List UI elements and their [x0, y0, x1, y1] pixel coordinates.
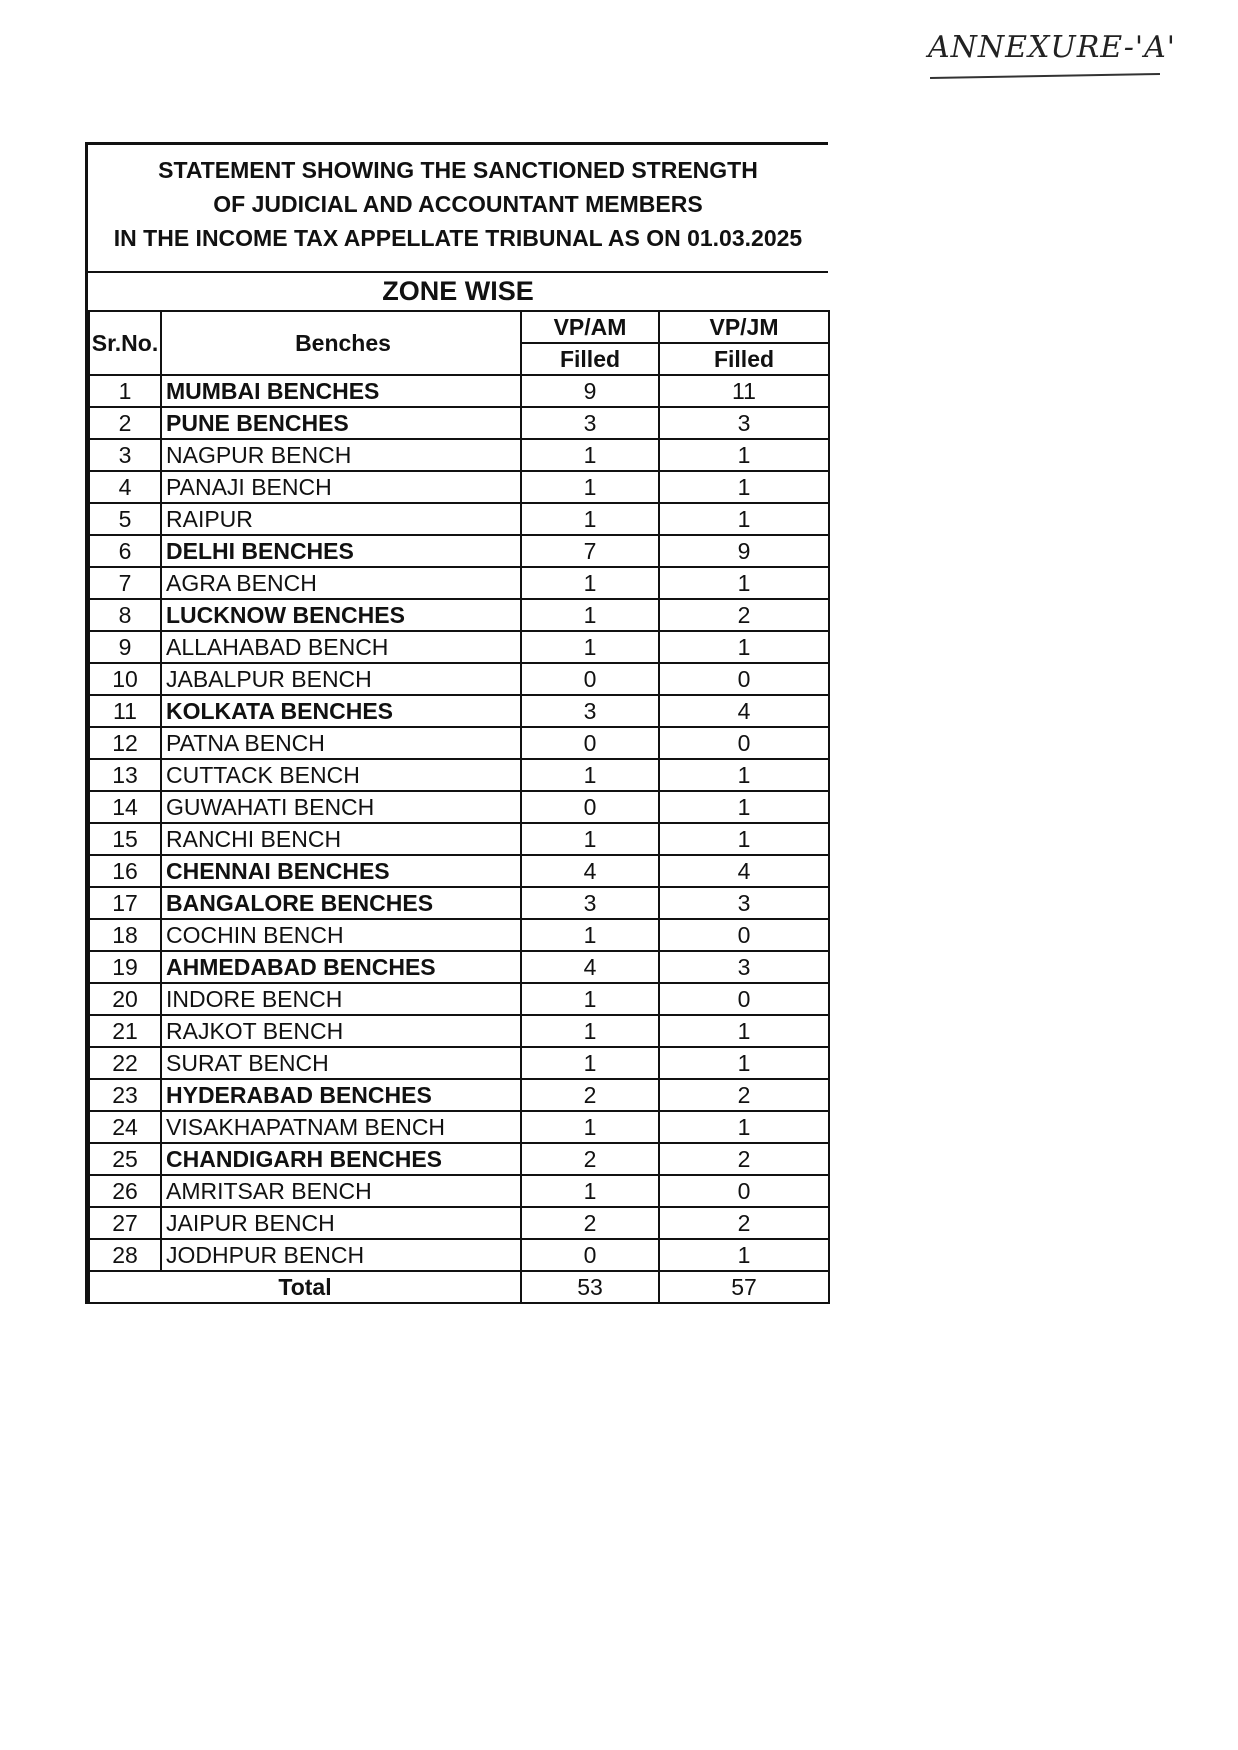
row-vp-jm-filled: 1: [659, 1047, 829, 1079]
row-vp-jm-filled: 0: [659, 919, 829, 951]
row-sr: 5: [89, 503, 161, 535]
row-vp-am-filled: 1: [521, 823, 659, 855]
title-line-2: OF JUDICIAL AND ACCOUNTANT MEMBERS: [213, 191, 703, 217]
row-vp-jm-filled: 1: [659, 1015, 829, 1047]
row-vp-am-filled: 0: [521, 663, 659, 695]
header-row: [89, 311, 829, 343]
row-sr: 23: [89, 1079, 161, 1111]
row-sr: 11: [89, 695, 161, 727]
table-row: [89, 983, 829, 1015]
row-bench-name: PUNE BENCHES: [161, 407, 521, 439]
table-row: [89, 951, 829, 983]
annexure-underline: [930, 73, 1160, 79]
row-vp-jm-filled: 2: [659, 1079, 829, 1111]
row-sr: 3: [89, 439, 161, 471]
table-row: [89, 695, 829, 727]
table-row: [89, 439, 829, 471]
row-sr: 9: [89, 631, 161, 663]
total-vp-jm: 57: [659, 1271, 829, 1303]
row-bench-name: RAJKOT BENCH: [161, 1015, 521, 1047]
row-sr: 22: [89, 1047, 161, 1079]
row-vp-jm-filled: 2: [659, 1207, 829, 1239]
table-row: [89, 919, 829, 951]
row-vp-jm-filled: 1: [659, 567, 829, 599]
row-bench-name: NAGPUR BENCH: [161, 439, 521, 471]
row-bench-name: RAIPUR: [161, 503, 521, 535]
annexure-label: ANNEXURE-'A': [928, 30, 1177, 65]
row-vp-am-filled: 1: [521, 759, 659, 791]
header-am-filled: Filled: [521, 343, 659, 375]
row-sr: 17: [89, 887, 161, 919]
table-row: [89, 535, 829, 567]
row-vp-am-filled: 1: [521, 1111, 659, 1143]
row-bench-name: BANGALORE BENCHES: [161, 887, 521, 919]
header-vp-am: VP/AM: [521, 311, 659, 343]
row-vp-jm-filled: 0: [659, 1175, 829, 1207]
row-vp-jm-filled: 4: [659, 695, 829, 727]
header-jm-filled: Filled: [659, 343, 829, 375]
row-bench-name: KOLKATA BENCHES: [161, 695, 521, 727]
title-line-3: IN THE INCOME TAX APPELLATE TRIBUNAL AS ON 01.03.2025: [113, 225, 803, 251]
table-row: [89, 1079, 829, 1111]
row-vp-am-filled: 1: [521, 1015, 659, 1047]
row-bench-name: VISAKHAPATNAM BENCH: [161, 1111, 521, 1143]
row-sr: 2: [89, 407, 161, 439]
row-sr: 13: [89, 759, 161, 791]
row-bench-name: AGRA BENCH: [161, 567, 521, 599]
table-row: [89, 1047, 829, 1079]
row-vp-am-filled: 3: [521, 695, 659, 727]
table-row: [89, 567, 829, 599]
row-vp-am-filled: 1: [521, 631, 659, 663]
row-sr: 15: [89, 823, 161, 855]
table-row: [89, 471, 829, 503]
row-sr: 10: [89, 663, 161, 695]
row-vp-jm-filled: 1: [659, 503, 829, 535]
row-sr: 28: [89, 1239, 161, 1271]
row-sr: 24: [89, 1111, 161, 1143]
row-sr: 25: [89, 1143, 161, 1175]
table-row: [89, 1143, 829, 1175]
zone-heading: ZONE WISE: [382, 276, 534, 306]
row-vp-am-filled: 2: [521, 1143, 659, 1175]
row-vp-am-filled: 1: [521, 599, 659, 631]
row-vp-jm-filled: 9: [659, 535, 829, 567]
row-vp-jm-filled: 1: [659, 823, 829, 855]
row-vp-am-filled: 9: [521, 375, 659, 407]
row-sr: 19: [89, 951, 161, 983]
header-sr: Sr.No.: [89, 311, 161, 375]
table-row: [89, 1207, 829, 1239]
row-vp-jm-filled: 2: [659, 599, 829, 631]
row-vp-am-filled: 0: [521, 727, 659, 759]
row-vp-jm-filled: 3: [659, 887, 829, 919]
row-bench-name: SURAT BENCH: [161, 1047, 521, 1079]
row-vp-jm-filled: 1: [659, 1111, 829, 1143]
table-row: [89, 1111, 829, 1143]
total-row: [89, 1271, 829, 1303]
table-row: [89, 503, 829, 535]
row-bench-name: RANCHI BENCH: [161, 823, 521, 855]
table-row: [89, 823, 829, 855]
row-sr: 16: [89, 855, 161, 887]
row-sr: 7: [89, 567, 161, 599]
row-vp-am-filled: 1: [521, 919, 659, 951]
row-vp-am-filled: 0: [521, 1239, 659, 1271]
row-vp-am-filled: 7: [521, 535, 659, 567]
row-bench-name: HYDERABAD BENCHES: [161, 1079, 521, 1111]
row-sr: 4: [89, 471, 161, 503]
row-vp-jm-filled: 3: [659, 407, 829, 439]
row-bench-name: JABALPUR BENCH: [161, 663, 521, 695]
table-row: [89, 663, 829, 695]
row-vp-am-filled: 2: [521, 1207, 659, 1239]
row-vp-am-filled: 1: [521, 983, 659, 1015]
row-bench-name: CHENNAI BENCHES: [161, 855, 521, 887]
row-bench-name: ALLAHABAD BENCH: [161, 631, 521, 663]
row-bench-name: JAIPUR BENCH: [161, 1207, 521, 1239]
row-vp-jm-filled: 1: [659, 1239, 829, 1271]
row-bench-name: MUMBAI BENCHES: [161, 375, 521, 407]
row-bench-name: DELHI BENCHES: [161, 535, 521, 567]
row-bench-name: INDORE BENCH: [161, 983, 521, 1015]
table-row: [89, 599, 829, 631]
table-row: [89, 407, 829, 439]
table-row: [89, 1015, 829, 1047]
row-vp-am-filled: 1: [521, 439, 659, 471]
row-bench-name: PATNA BENCH: [161, 727, 521, 759]
table-row: [89, 631, 829, 663]
row-vp-jm-filled: 0: [659, 983, 829, 1015]
row-vp-jm-filled: 1: [659, 439, 829, 471]
row-vp-am-filled: 4: [521, 951, 659, 983]
row-vp-am-filled: 2: [521, 1079, 659, 1111]
total-vp-am: 53: [521, 1271, 659, 1303]
table-row: [89, 727, 829, 759]
row-vp-am-filled: 4: [521, 855, 659, 887]
row-sr: 6: [89, 535, 161, 567]
table-row: [89, 1239, 829, 1271]
table-row: [89, 791, 829, 823]
table-row: [89, 855, 829, 887]
row-bench-name: COCHIN BENCH: [161, 919, 521, 951]
row-vp-am-filled: 1: [521, 1047, 659, 1079]
header-vp-jm: VP/JM: [659, 311, 829, 343]
row-bench-name: GUWAHATI BENCH: [161, 791, 521, 823]
row-sr: 18: [89, 919, 161, 951]
row-bench-name: CUTTACK BENCH: [161, 759, 521, 791]
row-bench-name: LUCKNOW BENCHES: [161, 599, 521, 631]
row-sr: 26: [89, 1175, 161, 1207]
row-bench-name: CHANDIGARH BENCHES: [161, 1143, 521, 1175]
row-vp-jm-filled: 1: [659, 791, 829, 823]
row-vp-jm-filled: 0: [659, 663, 829, 695]
row-vp-am-filled: 1: [521, 471, 659, 503]
row-sr: 14: [89, 791, 161, 823]
row-vp-jm-filled: 1: [659, 759, 829, 791]
row-vp-am-filled: 1: [521, 503, 659, 535]
bench-strength-table: [88, 310, 830, 1304]
statement-sheet: [85, 142, 828, 1304]
title-line-1: STATEMENT SHOWING THE SANCTIONED STRENGTH: [158, 157, 758, 183]
row-vp-am-filled: 1: [521, 1175, 659, 1207]
table-row: [89, 759, 829, 791]
row-bench-name: AHMEDABAD BENCHES: [161, 951, 521, 983]
header-benches: Benches: [161, 311, 521, 375]
row-vp-jm-filled: 0: [659, 727, 829, 759]
row-vp-am-filled: 1: [521, 567, 659, 599]
row-sr: 27: [89, 1207, 161, 1239]
row-vp-jm-filled: 11: [659, 375, 829, 407]
row-sr: 8: [89, 599, 161, 631]
row-sr: 1: [89, 375, 161, 407]
row-vp-jm-filled: 1: [659, 471, 829, 503]
row-bench-name: AMRITSAR BENCH: [161, 1175, 521, 1207]
row-sr: 21: [89, 1015, 161, 1047]
row-sr: 12: [89, 727, 161, 759]
row-vp-jm-filled: 1: [659, 631, 829, 663]
total-label: Total: [89, 1271, 521, 1303]
row-vp-jm-filled: 4: [659, 855, 829, 887]
row-bench-name: JODHPUR BENCH: [161, 1239, 521, 1271]
statement-title: [88, 145, 828, 273]
row-bench-name: PANAJI BENCH: [161, 471, 521, 503]
row-vp-am-filled: 0: [521, 791, 659, 823]
row-sr: 20: [89, 983, 161, 1015]
row-vp-jm-filled: 2: [659, 1143, 829, 1175]
row-vp-am-filled: 3: [521, 887, 659, 919]
table-row: [89, 1175, 829, 1207]
table-row: [89, 887, 829, 919]
row-vp-jm-filled: 3: [659, 951, 829, 983]
table-row: [89, 375, 829, 407]
row-vp-am-filled: 3: [521, 407, 659, 439]
